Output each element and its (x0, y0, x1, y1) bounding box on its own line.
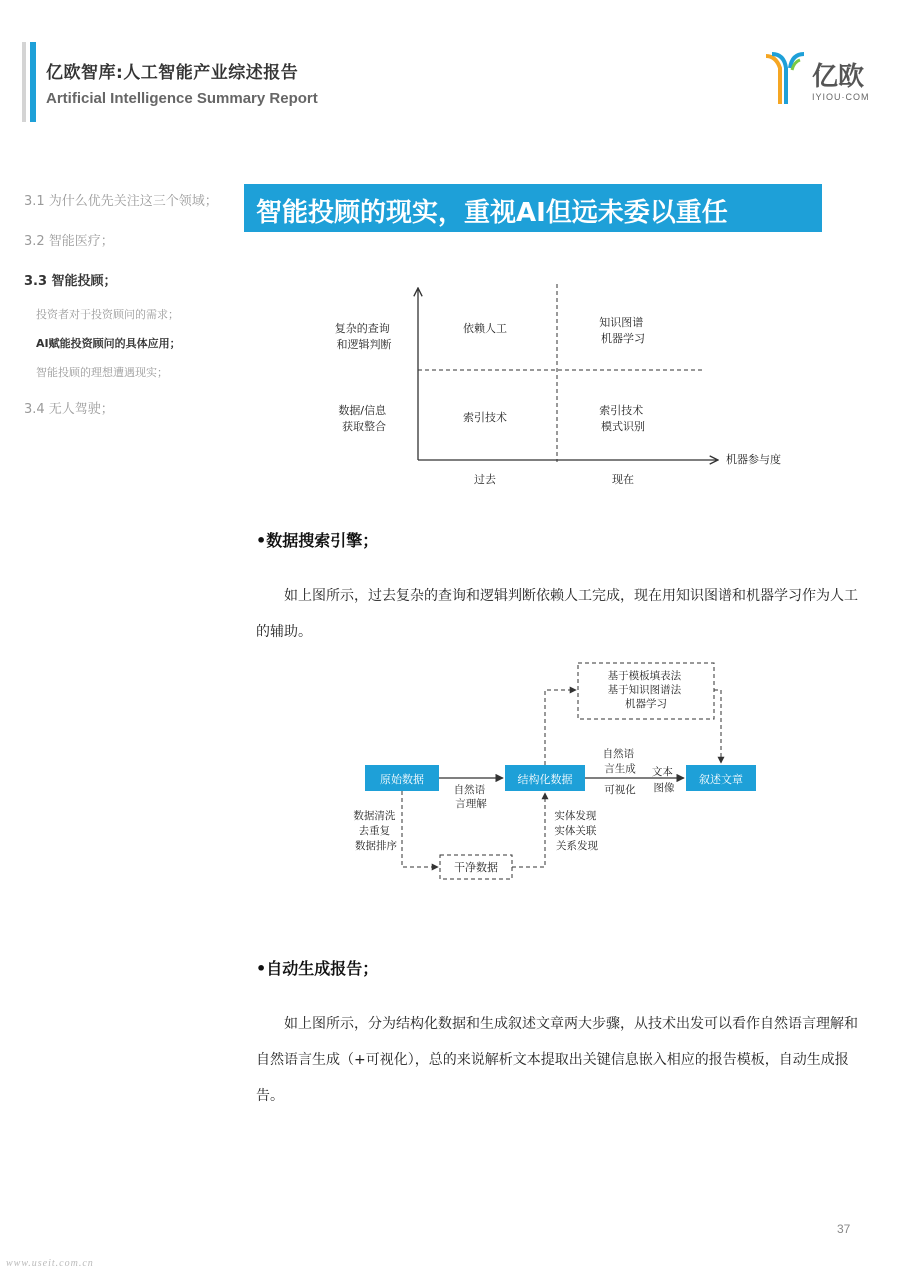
toc-subitem-ai-applications[interactable]: AI赋能投资顾问的具体应用； (36, 337, 181, 350)
report-subtitle: Artificial Intelligence Summary Report (46, 90, 318, 107)
label-text-image (652, 765, 676, 794)
row-label-complex-line2: 和逻辑判断 (336, 338, 392, 351)
toc-item-3-3[interactable]: 3.3 智能投顾； (24, 274, 117, 289)
label-nlu-line1: 自然语 (453, 784, 486, 796)
report-generation-flow-diagram (330, 655, 770, 885)
template-line1: 基于模板填表法 (607, 670, 682, 682)
toc-item-3-4[interactable]: 3.4 无人驾驶； (24, 402, 114, 417)
header-accent-bar (30, 42, 36, 122)
cell-top-right-line1: 知识图谱 (599, 316, 644, 329)
toc-item-3-2[interactable]: 3.2 智能医疗； (24, 234, 114, 249)
node-narrative-article-label: 叙述文章 (699, 773, 743, 786)
template-line2: 基于知识图谱法 (607, 684, 682, 696)
toc-subitem-investor-needs[interactable]: 投资者对于投资顾问的需求； (36, 308, 179, 321)
x-axis-label: 机器参与度 (726, 453, 781, 466)
cell-top-left: 依赖人工 (463, 322, 507, 335)
row-label-data-line1: 数据/信息 (338, 404, 387, 417)
banner-title: 智能投顾的现实，重视AI但远未委以重任 (256, 198, 728, 228)
heading-auto-report: •自动生成报告； (256, 959, 379, 978)
label-nlg (603, 747, 638, 775)
iyiou-logo-icon (762, 50, 808, 106)
logo-domain: IYIOU·COM (812, 92, 870, 102)
cell-bottom-right (599, 403, 647, 433)
x-tick-past: 过去 (474, 473, 496, 486)
heading-data-search-engine: •数据搜索引擎； (256, 531, 379, 550)
report-title: 亿欧智库:人工智能产业综述报告 (46, 63, 299, 83)
quadrant-diagram (320, 280, 800, 495)
section-banner (244, 184, 822, 232)
template-line3: 机器学习 (625, 698, 667, 710)
label-nlg-line1: 自然语 (602, 748, 635, 760)
label-text-image-line1: 文本 (651, 766, 673, 778)
label-cleaning-line1: 数据清洗 (353, 810, 396, 822)
arrow-clean-to-structured (512, 793, 545, 867)
page-number: 37 (837, 1222, 851, 1236)
toc-subitem-ideal-vs-reality[interactable]: 智能投顾的理想遭遇现实； (36, 366, 168, 379)
label-data-cleaning (353, 809, 398, 852)
label-nlu (454, 783, 489, 810)
label-entity-line3: 关系发现 (556, 840, 598, 852)
cell-top-right (599, 316, 647, 345)
label-text-image-line2: 图像 (653, 782, 675, 794)
cell-bottom-left: 索引技术 (463, 411, 507, 424)
arrow-raw-to-clean (402, 791, 438, 867)
label-cleaning-line2: 去重复 (358, 825, 391, 837)
x-tick-now: 现在 (612, 473, 634, 486)
row-label-complex-line1: 复杂的查询 (334, 322, 390, 335)
label-nlu-line2: 言理解 (455, 798, 487, 810)
node-raw-data-label: 原始数据 (380, 773, 424, 786)
arrow-template-to-narrative (714, 690, 721, 763)
paragraph-data-search-engine: 如上图所示，过去复杂的查询和逻辑判断依赖人工完成，现在用知识图谱和机器学习作为人工的辅助。 (256, 588, 858, 640)
label-entity-line2: 实体关联 (554, 825, 597, 837)
label-entity-line1: 实体发现 (554, 810, 597, 822)
label-visualization: 可视化 (604, 784, 636, 796)
node-structured-data-label: 结构化数据 (517, 773, 573, 786)
iyiou-logo (762, 50, 882, 106)
row-label-data-line2: 获取整合 (342, 420, 386, 433)
label-entity-relations (554, 809, 599, 852)
label-cleaning-line3: 数据排序 (355, 840, 397, 852)
row-label-data (338, 403, 389, 433)
header-divider (22, 42, 26, 122)
label-nlg-line2: 言生成 (604, 763, 636, 775)
arrow-structured-to-template (545, 690, 576, 765)
cell-bottom-right-line1: 索引技术 (599, 404, 644, 417)
paragraph-auto-report: 如上图所示，分为结构化数据和生成叙述文章两大步骤，从技术出发可以看作自然语言理解和自然语言生成（+可视化），总的来说解析文本提取出关键信息嵌入相应的报告模板，自动生成报告。 (256, 1016, 858, 1104)
toc-item-3-1[interactable]: 3.1 为什么优先关注这三个领域； (24, 194, 218, 209)
watermark: www.useit.com.cn (6, 1258, 94, 1269)
row-label-complex (335, 321, 394, 351)
cell-bottom-right-line2: 模式识别 (601, 420, 645, 433)
logo-wordmark: 亿欧 (812, 62, 865, 92)
node-clean-data-label: 干净数据 (454, 861, 498, 874)
cell-top-right-line2: 机器学习 (601, 332, 645, 345)
